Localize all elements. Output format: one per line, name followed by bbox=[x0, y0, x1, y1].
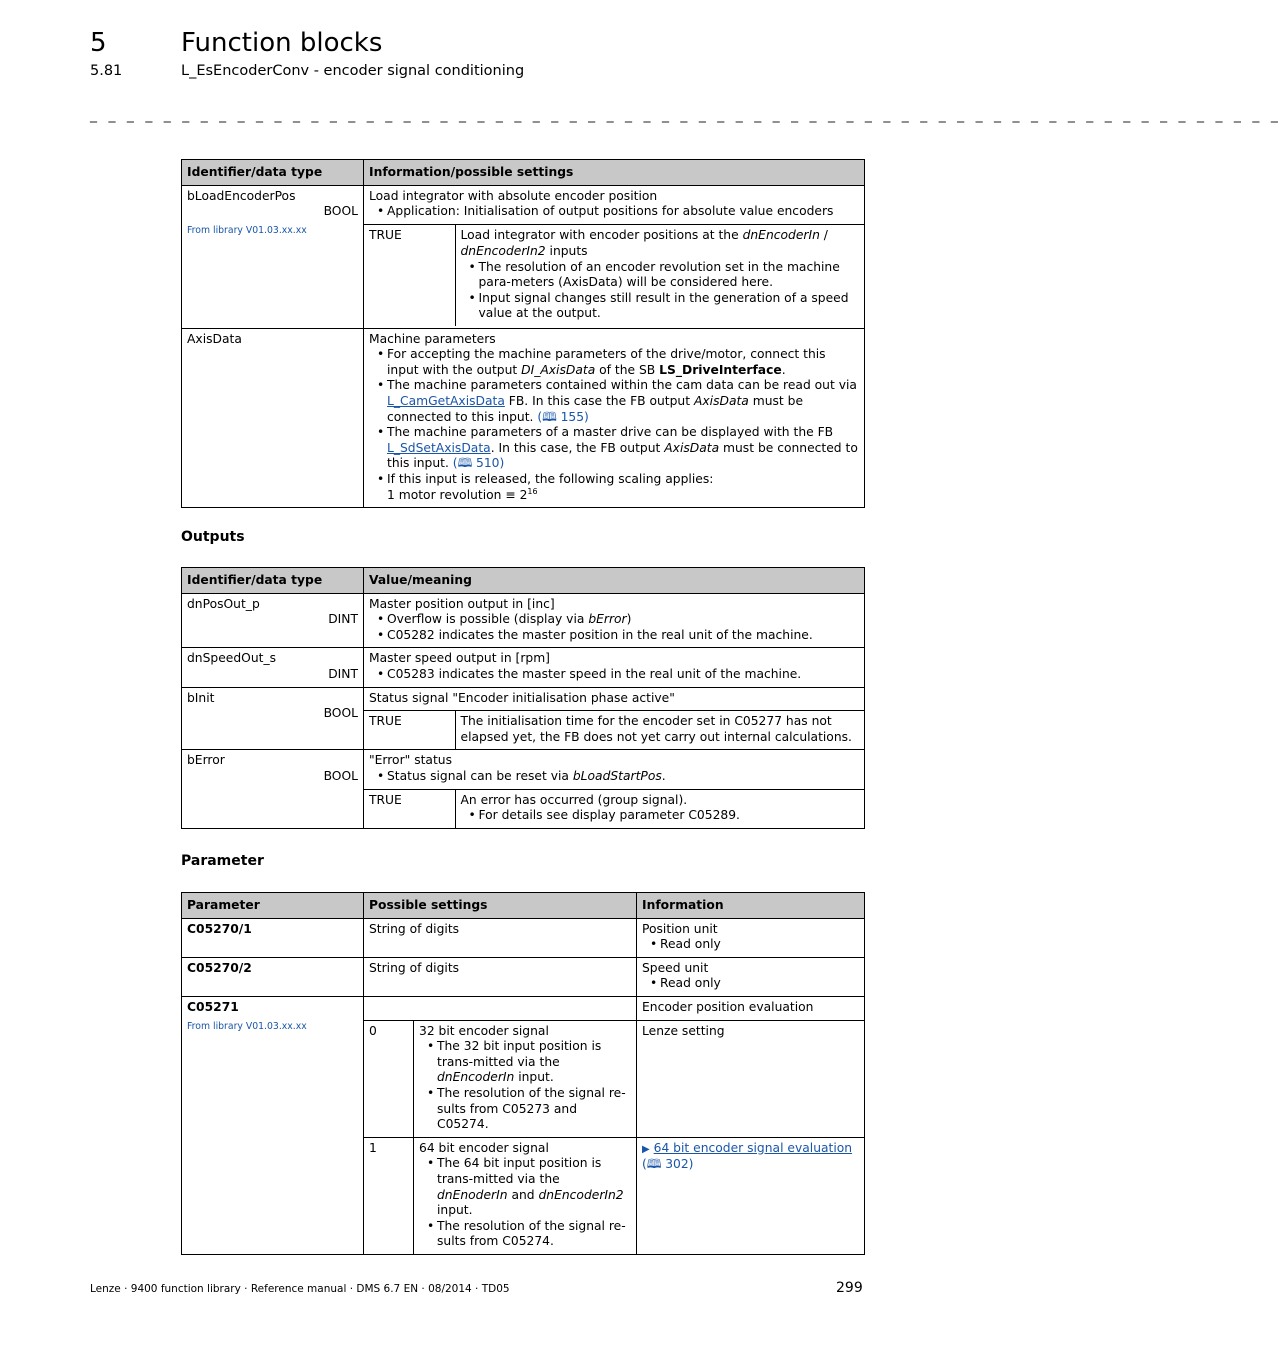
table-row bbox=[182, 593, 865, 648]
info-cell bbox=[364, 185, 865, 225]
info-text: Status signal "Encoder initialisation phase active" bbox=[369, 690, 675, 705]
section-number: 5.81 bbox=[90, 63, 123, 79]
parameter-table bbox=[181, 892, 865, 1255]
bullet-list bbox=[642, 976, 859, 992]
column-header: Identifier/data type bbox=[182, 160, 364, 186]
value-description bbox=[455, 225, 864, 326]
info-text: Speed unit bbox=[642, 960, 709, 975]
library-version-note: From library V01.03.xx.xx bbox=[187, 224, 307, 236]
bullet-list bbox=[369, 204, 859, 220]
page-reference-link[interactable]: (🕮 510) bbox=[452, 456, 505, 471]
outputs-heading: Outputs bbox=[181, 529, 245, 545]
table-row bbox=[182, 996, 865, 1020]
list-item: • Input signal changes still result in the generation of a speed value at the output. bbox=[479, 291, 860, 322]
info-cell bbox=[637, 1137, 865, 1254]
value-key: TRUE bbox=[364, 711, 455, 749]
list-item: • C05282 indicates the master position in the real unit of the machine. bbox=[387, 628, 859, 644]
list-item: • The resolution of the signal re-sults from C05274. bbox=[437, 1219, 631, 1250]
encoder-evaluation-link[interactable]: 64 bit encoder signal evaluation bbox=[653, 1140, 853, 1155]
column-header: Parameter bbox=[182, 893, 364, 919]
info-cell bbox=[364, 648, 865, 687]
settings-cell bbox=[364, 996, 637, 1020]
info-cell bbox=[364, 593, 865, 648]
value-sub-table bbox=[364, 790, 864, 828]
bullet-list bbox=[369, 667, 859, 683]
value-sub-table bbox=[364, 711, 864, 749]
sub-table-cell bbox=[364, 711, 865, 750]
info-text: Master speed output in [rpm] bbox=[369, 651, 550, 666]
column-header: Identifier/data type bbox=[182, 568, 364, 594]
bullet-list bbox=[419, 1039, 631, 1133]
identifier: bInit bbox=[187, 690, 215, 705]
parameter-code: C05270/1 bbox=[182, 918, 364, 957]
chapter-number: 5 bbox=[90, 28, 107, 58]
parameter-code-cell bbox=[182, 996, 364, 1254]
data-type: DINT bbox=[328, 666, 358, 681]
data-type: BOOL bbox=[323, 706, 358, 721]
sub-table-cell bbox=[364, 789, 865, 828]
list-item: • C05283 indicates the master speed in the real unit of the machine. bbox=[387, 667, 859, 683]
arrow-right-icon: ▶ bbox=[642, 1143, 650, 1155]
table-row bbox=[182, 957, 865, 996]
info-text: Position unit bbox=[642, 921, 718, 936]
info-text: Load integrator with absolute encoder position bbox=[369, 188, 658, 203]
list-item: • Status signal can be reset via bLoadStartPos. bbox=[387, 769, 859, 785]
data-type: DINT bbox=[328, 612, 358, 627]
parameter-code: C05271 bbox=[187, 999, 239, 1014]
identifier-cell bbox=[182, 593, 364, 648]
option-description bbox=[414, 1137, 637, 1254]
data-type: BOOL bbox=[323, 768, 358, 783]
settings-cell: String of digits bbox=[364, 957, 637, 996]
list-item: • If this input is released, the following scaling applies: 1 motor revolution ≡ $2^{16}$ bbox=[387, 472, 859, 503]
table-row bbox=[182, 328, 865, 508]
parameter-heading: Parameter bbox=[181, 853, 264, 869]
table-row bbox=[182, 648, 865, 687]
page-number: 299 bbox=[836, 1280, 863, 1296]
option-title: 32 bit encoder signal bbox=[419, 1023, 549, 1038]
identifier: dnPosOut_p bbox=[187, 596, 260, 611]
info-cell: Lenze setting bbox=[637, 1020, 865, 1137]
table-row bbox=[182, 918, 865, 957]
bullet-list bbox=[369, 769, 859, 785]
identifier: bLoadEncoderPos bbox=[187, 188, 296, 203]
sd-set-axis-data-link[interactable]: L_SdSetAxisData bbox=[387, 440, 491, 455]
info-cell: Encoder position evaluation bbox=[637, 996, 865, 1020]
value-key: TRUE bbox=[364, 225, 455, 326]
list-item: • For accepting the machine parameters of the drive/motor, connect this input with the output DI_AxisData of the SB LS_DriveInterface. bbox=[387, 347, 859, 378]
bullet-list bbox=[369, 347, 859, 503]
bullet-list bbox=[461, 808, 860, 824]
identifier-cell bbox=[182, 648, 364, 687]
identifier: bError bbox=[187, 753, 225, 768]
identifier: AxisData bbox=[187, 331, 242, 346]
footer-text: Lenze · 9400 function library · Reference manual · DMS 6.7 EN · 08/2014 · TD05 bbox=[90, 1283, 510, 1295]
value-text: Load integrator with encoder positions at the dnEncoderIn / dnEncoderIn2 inputs bbox=[460, 228, 828, 258]
option-key: 0 bbox=[364, 1020, 414, 1137]
info-cell bbox=[364, 750, 865, 789]
info-text: "Error" status bbox=[369, 753, 452, 768]
identifier: dnSpeedOut_s bbox=[187, 651, 276, 666]
column-header: Value/meaning bbox=[364, 568, 865, 594]
column-header: Information bbox=[637, 893, 865, 919]
table-row bbox=[182, 750, 865, 789]
parameter-code: C05270/2 bbox=[182, 957, 364, 996]
identifier-cell bbox=[182, 750, 364, 828]
value-sub-table bbox=[364, 225, 864, 326]
list-item: • The machine parameters contained within the cam data can be read out via L_CamGetAxisData FB. In this case the FB output AxisData must be connected to this input. (🕮 155) bbox=[387, 378, 859, 425]
table-header-row bbox=[182, 568, 865, 594]
page-reference-link[interactable]: (🕮 302) bbox=[642, 1157, 694, 1172]
bullet-list bbox=[461, 260, 860, 322]
bullet-list bbox=[419, 1156, 631, 1250]
bullet-list bbox=[369, 612, 859, 643]
identifier-cell bbox=[182, 185, 364, 328]
info-cell bbox=[364, 328, 865, 508]
value-description bbox=[455, 790, 864, 828]
option-description bbox=[414, 1020, 637, 1137]
data-type: BOOL bbox=[323, 204, 358, 219]
header-divider: _ _ _ _ _ _ _ _ _ _ _ _ _ _ _ _ _ _ _ _ _ _ _ _ _ _ _ _ _ _ _ _ _ _ _ _ _ _ _ _ _ _ _ _ _ _ _ _ _ _ _ _ _ _ _ _ _ _ _ _ _ _ _ _ _ bbox=[90, 107, 1281, 123]
info-text: Machine parameters bbox=[369, 331, 496, 346]
bullet-list bbox=[642, 937, 859, 953]
value-text: An error has occurred (group signal). bbox=[460, 792, 688, 807]
option-key: 1 bbox=[364, 1137, 414, 1254]
library-version-note: From library V01.03.xx.xx bbox=[187, 1020, 307, 1032]
list-item: • For details see display parameter C05289. bbox=[479, 808, 860, 824]
settings-cell: String of digits bbox=[364, 918, 637, 957]
column-header: Information/possible settings bbox=[364, 160, 865, 186]
list-item: • The 32 bit input position is trans-mitted via the dnEncoderIn input. bbox=[437, 1039, 631, 1086]
list-item: • The 64 bit input position is trans-mitted via the dnEnoderIn and dnEncoderIn2 input. bbox=[437, 1156, 631, 1218]
list-item: • Overflow is possible (display via bError) bbox=[387, 612, 859, 628]
cam-get-axis-data-link[interactable]: L_CamGetAxisData bbox=[387, 393, 505, 408]
info-text: Master position output in [inc] bbox=[369, 596, 555, 611]
info-cell bbox=[637, 957, 865, 996]
sub-table-cell bbox=[364, 225, 865, 328]
list-item: • Application: Initialisation of output positions for absolute value encoders bbox=[387, 204, 859, 220]
info-cell bbox=[637, 918, 865, 957]
value-description: The initialisation time for the encoder set in C05277 has not elapsed yet, the FB does not yet carry out internal calculations. bbox=[460, 714, 852, 744]
info-cell bbox=[364, 687, 865, 711]
option-title: 64 bit encoder signal bbox=[419, 1140, 549, 1155]
outputs-table bbox=[181, 567, 865, 829]
page-reference-link[interactable]: (🕮 155) bbox=[537, 409, 589, 424]
table-header-row bbox=[182, 893, 865, 919]
inputs-table bbox=[181, 159, 865, 508]
table-row bbox=[182, 687, 865, 711]
list-item: • The resolution of an encoder revolution set in the machine para-meters (AxisData) will be considered here. bbox=[479, 260, 860, 291]
table-row bbox=[182, 185, 865, 225]
column-header: Possible settings bbox=[364, 893, 637, 919]
value-key: TRUE bbox=[364, 790, 455, 828]
list-item: • Read only bbox=[660, 937, 859, 953]
table-header-row bbox=[182, 160, 865, 186]
identifier-cell bbox=[182, 328, 364, 508]
identifier-cell bbox=[182, 687, 364, 750]
list-item: • The resolution of the signal re-sults from C05273 and C05274. bbox=[437, 1086, 631, 1133]
list-item: • The machine parameters of a master drive can be displayed with the FB L_SdSetAxisData. In this case, the FB output AxisData must be connected to this input. (🕮 510) bbox=[387, 425, 859, 472]
chapter-title: Function blocks bbox=[181, 28, 383, 58]
list-item: • Read only bbox=[660, 976, 859, 992]
section-title: L_EsEncoderConv - encoder signal conditioning bbox=[181, 63, 525, 79]
